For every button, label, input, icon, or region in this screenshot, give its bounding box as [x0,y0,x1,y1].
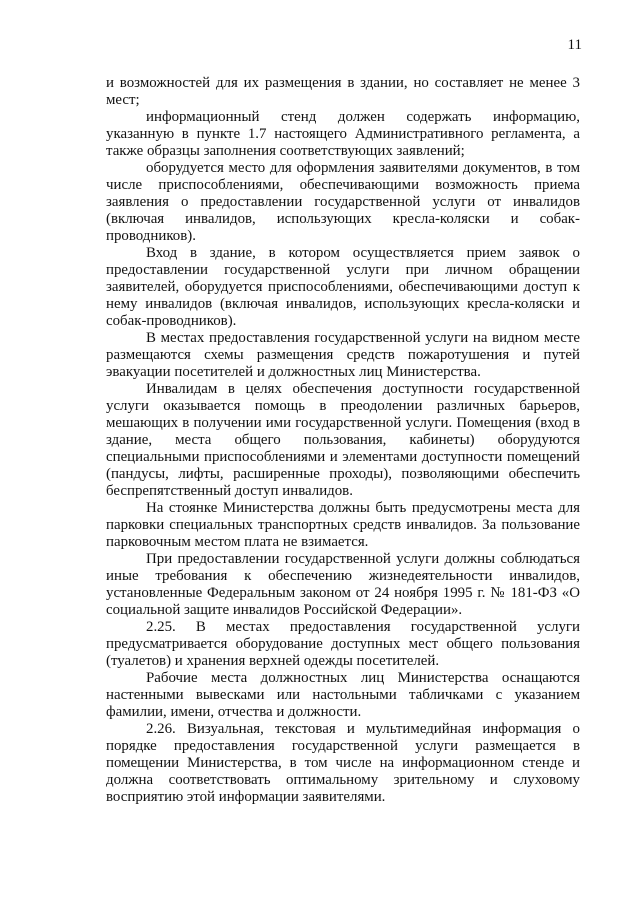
paragraph-info-stand: информационный стенд должен содержать информацию, указанную в пункте 1.7 настоящего Административного регламента, а также образцы заполнения соответствующих заявлений; [106,109,580,159]
paragraph-other-requirements: При предоставлении государственной услуги должны соблюдаться иные требования к обеспечению жизнедеятельности инвалидов, установленные Федеральным законом от 24 ноября 1995 г. № 181-ФЗ «О социальной защите инвалидов Российской Федерации». [106,551,580,618]
paragraph-workplaces: Рабочие места должностных лиц Министерства оснащаются настенными вывесками или настольными табличками с указанием фамилии, имени, отчества и должности. [106,670,580,720]
paragraph-document-place: оборудуется место для оформления заявителями документов, в том числе приспособлениями, обеспечивающими возможность приема заявления о предоставлении государственной услуги от инвалидов (включая инвалидов, использующих кресла-коляски и собак-проводников). [106,160,580,244]
paragraph-continuation: и возможностей для их размещения в здании, но составляет не менее 3 мест; [106,75,580,108]
paragraph-building-entrance: Вход в здание, в котором осуществляется прием заявок о предоставлении государственной услуги при личном обращении заявителей, оборудуется приспособлениями, обеспечивающими доступ к нему инвалидов (включая инвалидов, использующих кресла-коляски и собак-проводников). [106,245,580,329]
paragraph-section-2-26: 2.26. Визуальная, текстовая и мультимедийная информация о порядке предоставления государственной услуги размещается в помещении Министерства, в том числе на информационном стенде и должна соответствовать оптимальному зрительному и слуховому восприятию этой информации заявителями. [106,721,580,805]
paragraph-evacuation-schemes: В местах предоставления государственной услуги на видном месте размещаются схемы размещения средств пожаротушения и путей эвакуации посетителей и должностных лиц Министерства. [106,330,580,380]
paragraph-section-2-25: 2.25. В местах предоставления государственной услуги предусматривается оборудование доступных мест общего пользования (туалетов) и хранения верхней одежды посетителей. [106,619,580,669]
document-body [106,75,580,806]
paragraph-disabled-assistance: Инвалидам в целях обеспечения доступности государственной услуги оказывается помощь в преодолении различных барьеров, мешающих в получении ими государственной услуги. Помещения (вход в здание, места общего пользования, кабинеты) оборудуются специальными приспособлениями и элементами доступности помещений (пандусы, лифты, расширенные проходы), позволяющими обеспечить беспрепятственный доступ инвалидов. [106,381,580,499]
page-number: 11 [567,37,582,53]
paragraph-parking: На стоянке Министерства должны быть предусмотрены места для парковки специальных транспортных средств инвалидов. За пользование парковочным местом плата не взимается. [106,500,580,550]
